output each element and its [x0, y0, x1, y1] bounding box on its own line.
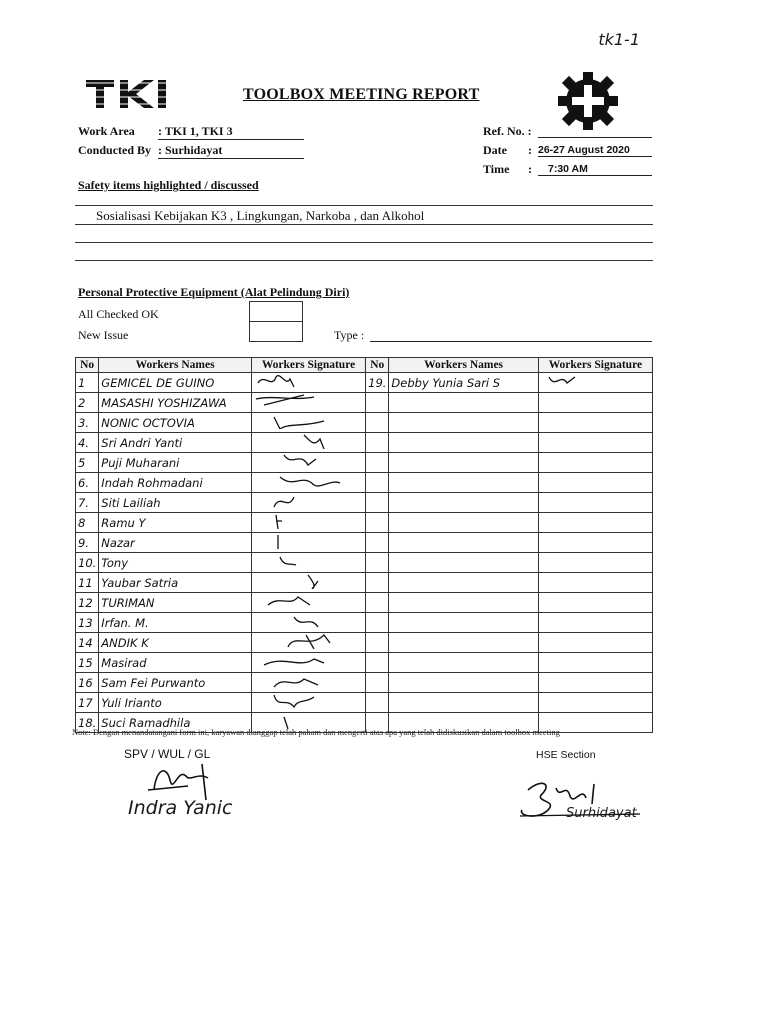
worker-name: Yuli Irianto — [99, 693, 252, 713]
worker-name: Puji Muharani — [99, 453, 252, 473]
row-number: 1 — [76, 373, 99, 393]
worker-signature — [538, 513, 652, 533]
worker-signature — [538, 553, 652, 573]
time-colon: : — [528, 162, 532, 176]
table-row — [76, 473, 653, 493]
worker-name — [389, 453, 538, 473]
hse-signature — [508, 770, 648, 835]
worker-signature — [538, 373, 652, 393]
row-number — [366, 693, 389, 713]
worker-name: Yaubar Satria — [99, 573, 252, 593]
row-number — [366, 633, 389, 653]
time-label: Time — [483, 162, 510, 176]
worker-signature — [251, 573, 365, 593]
signature-scribble — [254, 533, 360, 549]
spv-signer-name: Indra Yanic — [128, 797, 233, 819]
worker-name: TURIMAN — [99, 593, 252, 613]
worker-name: Indah Rohmadani — [99, 473, 252, 493]
worker-name — [389, 653, 538, 673]
worker-signature — [251, 433, 365, 453]
row-number — [366, 433, 389, 453]
worker-signature — [538, 633, 652, 653]
worker-signature — [251, 673, 365, 693]
header-no: No — [76, 358, 99, 373]
worker-name: Sam Fei Purwanto — [99, 673, 252, 693]
ref-no-field — [538, 124, 652, 138]
table-row — [76, 513, 653, 533]
ref-no-label: Ref. No. : — [483, 124, 532, 138]
worker-signature — [538, 693, 652, 713]
worker-name — [389, 673, 538, 693]
table-row — [76, 633, 653, 653]
date-label: Date — [483, 143, 507, 157]
signature-scribble — [254, 473, 360, 489]
worker-signature — [251, 653, 365, 673]
table-row — [76, 493, 653, 513]
signature-scribble — [254, 553, 360, 569]
note-text: Note: Dengan menandatangani form ini, karyawan dianggap telah paham dan mengerti atas apa yang telah didiskusikan dalam toolbox meeting — [72, 727, 560, 737]
header-no: No — [366, 358, 389, 373]
signature-scribble — [254, 673, 360, 689]
row-number: 3. — [76, 413, 99, 433]
worker-name: Tony — [99, 553, 252, 573]
row-number: 8 — [76, 513, 99, 533]
worker-signature — [538, 673, 652, 693]
type-label: Type : — [334, 328, 365, 342]
all-checked-checkbox[interactable] — [249, 301, 303, 322]
divider — [75, 205, 653, 206]
worker-signature — [538, 413, 652, 433]
table-row — [76, 413, 653, 433]
worker-name — [389, 533, 538, 553]
worker-name — [389, 393, 538, 413]
table-row — [76, 573, 653, 593]
row-number — [366, 513, 389, 533]
row-number: 9. — [76, 533, 99, 553]
workers-table — [75, 357, 653, 733]
safety-heading: Safety items highlighted / discussed — [78, 178, 259, 192]
row-number: 6. — [76, 473, 99, 493]
worker-signature — [538, 393, 652, 413]
worker-signature — [538, 613, 652, 633]
header-workers-names: Workers Names — [389, 358, 538, 373]
signature-scribble — [254, 573, 360, 589]
row-number — [366, 613, 389, 633]
row-number: 4. — [76, 433, 99, 453]
table-row — [76, 653, 653, 673]
signature-scribble — [254, 413, 360, 429]
row-number — [366, 653, 389, 673]
worker-name: Masirad — [99, 653, 252, 673]
worker-name — [389, 573, 538, 593]
worker-signature — [251, 473, 365, 493]
table-row — [76, 393, 653, 413]
table-row — [76, 453, 653, 473]
worker-signature — [538, 593, 652, 613]
worker-signature — [251, 553, 365, 573]
work-area-label: Work Area — [78, 124, 135, 138]
row-number: 15 — [76, 653, 99, 673]
row-number — [366, 673, 389, 693]
row-number: 7. — [76, 493, 99, 513]
row-number — [366, 393, 389, 413]
worker-name — [389, 633, 538, 653]
worker-name: MASASHI YOSHIZAWA — [99, 393, 252, 413]
signature-scribble — [254, 633, 360, 649]
worker-name — [389, 553, 538, 573]
worker-signature — [251, 593, 365, 613]
worker-name: Irfan. M. — [99, 613, 252, 633]
header-workers-signature: Workers Signature — [538, 358, 652, 373]
work-area-value: : TKI 1, TKI 3 — [158, 124, 304, 140]
worker-name: Siti Lailiah — [99, 493, 252, 513]
signature-scribble — [254, 613, 360, 629]
worker-name — [389, 513, 538, 533]
new-issue-label: New Issue — [78, 328, 129, 342]
row-number — [366, 473, 389, 493]
worker-name: Suci Ramadhila — [99, 713, 252, 733]
worker-name: GEMICEL DE GUINO — [99, 373, 252, 393]
table-row — [76, 373, 653, 393]
worker-signature — [251, 393, 365, 413]
worker-name: Debby Yunia Sari S — [389, 373, 538, 393]
worker-signature — [538, 573, 652, 593]
time-value: 7:30 AM — [538, 163, 652, 176]
worker-signature — [251, 413, 365, 433]
conducted-by-value: : Surhidayat — [158, 143, 304, 159]
signature-scribble — [254, 453, 360, 469]
worker-name: Sri Andri Yanti — [99, 433, 252, 453]
spv-label: SPV / WUL / GL — [124, 747, 211, 761]
worker-signature — [538, 473, 652, 493]
worker-signature — [538, 533, 652, 553]
worker-signature — [538, 453, 652, 473]
signature-scribble — [254, 433, 360, 449]
row-number — [366, 453, 389, 473]
row-number: 5 — [76, 453, 99, 473]
worker-signature — [251, 493, 365, 513]
ppe-heading: Personal Protective Equipment (Alat Pelindung Diri) — [78, 285, 350, 299]
worker-name — [389, 433, 538, 453]
header-workers-signature: Workers Signature — [251, 358, 365, 373]
page-title: TOOLBOX MEETING REPORT — [243, 86, 480, 103]
worker-name — [389, 493, 538, 513]
worker-name — [389, 593, 538, 613]
hse-label: HSE Section — [536, 749, 596, 761]
row-number — [366, 493, 389, 513]
worker-signature — [251, 613, 365, 633]
worker-name: NONIC OCTOVIA — [99, 413, 252, 433]
new-issue-checkbox[interactable] — [249, 321, 303, 342]
worker-signature — [251, 373, 365, 393]
table-row — [76, 593, 653, 613]
row-number: 14 — [76, 633, 99, 653]
worker-name — [389, 613, 538, 633]
page-number: tk1-1 — [598, 30, 640, 49]
divider — [75, 260, 653, 261]
worker-name: Ramu Y — [99, 513, 252, 533]
worker-signature — [538, 493, 652, 513]
row-number: 19. — [366, 373, 389, 393]
worker-name: ANDIK K — [99, 633, 252, 653]
row-number: 18. — [76, 713, 99, 733]
worker-name — [389, 473, 538, 493]
date-colon: : — [528, 143, 532, 157]
worker-signature — [251, 533, 365, 553]
signature-scribble — [254, 513, 360, 529]
type-field — [370, 329, 652, 342]
row-number — [366, 553, 389, 573]
worker-signature — [251, 513, 365, 533]
row-number: 13 — [76, 613, 99, 633]
conducted-by-label: Conducted By — [78, 143, 152, 157]
table-row — [76, 693, 653, 713]
date-value: 26-27 August 2020 — [538, 144, 652, 157]
hse-signer-name: Surhidayat — [566, 806, 637, 821]
safety-item: Sosialisasi Kebijakan K3 , Lingkungan, Narkoba , dan Alkohol — [96, 208, 425, 223]
header-workers-names: Workers Names — [99, 358, 252, 373]
signature-scribble — [541, 373, 647, 389]
tki-logo — [86, 80, 176, 115]
signature-scribble — [254, 373, 360, 389]
signature-scribble — [254, 653, 360, 669]
row-number: 12 — [76, 593, 99, 613]
all-checked-label: All Checked OK — [78, 307, 159, 321]
signature-scribble — [254, 693, 360, 709]
row-number: 16 — [76, 673, 99, 693]
worker-signature — [538, 433, 652, 453]
row-number: 17 — [76, 693, 99, 713]
table-header-row — [76, 358, 653, 373]
worker-name: Nazar — [99, 533, 252, 553]
table-row — [76, 533, 653, 553]
table-row — [76, 673, 653, 693]
table-row — [76, 433, 653, 453]
row-number — [366, 533, 389, 553]
row-number: 11 — [76, 573, 99, 593]
signature-scribble — [254, 493, 360, 509]
row-number: 10. — [76, 553, 99, 573]
worker-signature — [251, 693, 365, 713]
worker-signature — [251, 633, 365, 653]
worker-name — [389, 693, 538, 713]
divider — [75, 242, 653, 243]
table-row — [76, 553, 653, 573]
row-number — [366, 413, 389, 433]
signature-scribble — [254, 393, 360, 409]
worker-signature — [251, 453, 365, 473]
divider — [75, 224, 653, 225]
row-number — [366, 593, 389, 613]
signature-scribble — [254, 593, 360, 609]
row-number: 2 — [76, 393, 99, 413]
table-row — [76, 613, 653, 633]
worker-name — [389, 413, 538, 433]
worker-signature — [538, 653, 652, 673]
row-number — [366, 573, 389, 593]
